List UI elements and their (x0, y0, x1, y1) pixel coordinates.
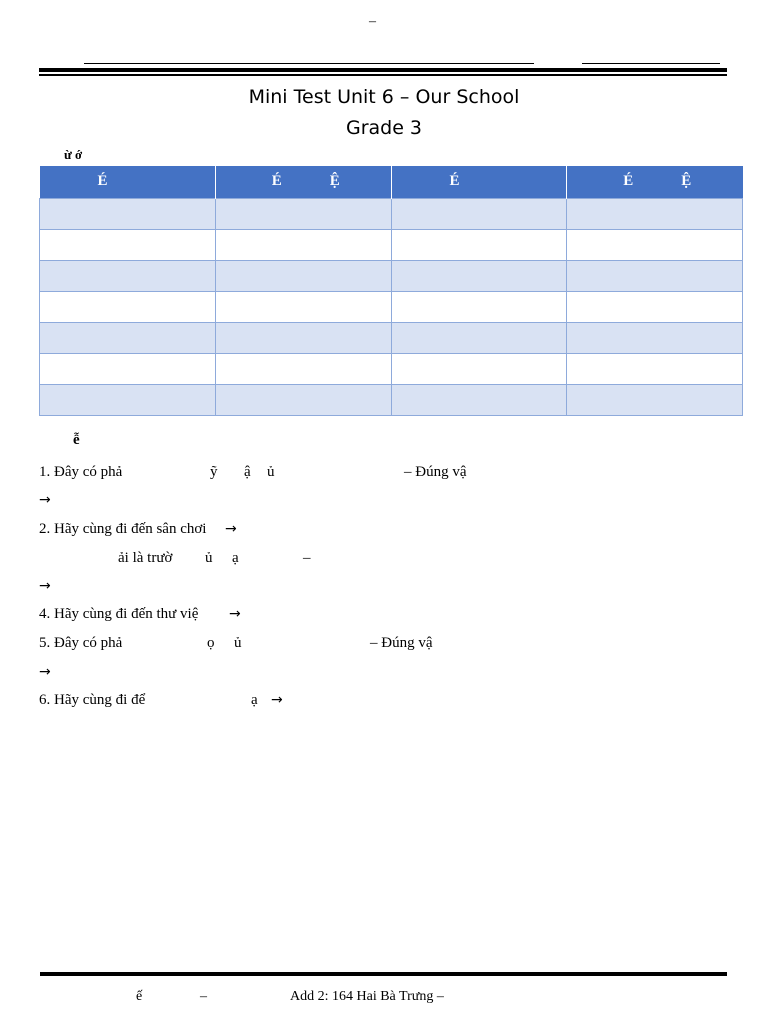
vocab-cell[interactable] (391, 229, 567, 260)
vocab-cell[interactable] (567, 353, 743, 384)
arrow-icon: → (229, 606, 241, 622)
item-text: ải là trườ (118, 550, 173, 566)
section-2-label: ễ (73, 432, 80, 448)
item-text: 4. Hãy cùng đi đến thư việ (39, 606, 199, 622)
page-title: Mini Test Unit 6 – Our School (248, 86, 520, 108)
vocab-cell[interactable] (215, 322, 391, 353)
vocab-row (40, 384, 743, 415)
vocab-cell[interactable] (40, 322, 216, 353)
item-text: – Đúng vậ (370, 635, 433, 651)
item-text: 5. Đây có phả (39, 635, 123, 651)
vocab-cell[interactable] (215, 291, 391, 322)
vocab-cell[interactable] (567, 260, 743, 291)
header-fragment: É (449, 173, 460, 190)
arrow-icon: → (225, 521, 237, 537)
item-text: 6. Hãy cùng đi để (39, 692, 146, 708)
grade-title: Grade 3 (345, 117, 423, 139)
vocab-cell[interactable] (40, 260, 216, 291)
vocab-cell[interactable] (391, 353, 567, 384)
vocab-cell[interactable] (40, 384, 216, 415)
footer-dash: – (200, 989, 207, 1004)
item-text: ủ (234, 635, 242, 651)
arrow-icon: → (39, 664, 51, 680)
header-fragment: É (623, 173, 634, 190)
vocab-cell[interactable] (567, 384, 743, 415)
header-fragment: Ệ (329, 173, 340, 190)
vocab-cell[interactable] (40, 291, 216, 322)
vocab-row (40, 229, 743, 260)
vocab-row (40, 322, 743, 353)
arrow-icon: → (39, 578, 51, 594)
item-text: – Đúng vậ (404, 464, 467, 480)
item-text: – (303, 550, 311, 566)
vocab-header-cell (567, 166, 743, 198)
footer-fragment: ế (136, 989, 143, 1004)
footer-address: Add 2: 164 Hai Bà Trưng – (290, 989, 444, 1004)
item-text: 1. Đây có phả (39, 464, 123, 480)
vocab-cell[interactable] (215, 229, 391, 260)
item-text: ậ (244, 464, 251, 480)
vocab-header-cell (391, 166, 567, 198)
vocab-cell[interactable] (567, 291, 743, 322)
vocab-row (40, 291, 743, 322)
header-fragment: É (97, 173, 108, 190)
vocab-row (40, 353, 743, 384)
section-1-label: ừ ớ (64, 147, 83, 162)
vocab-header-cell (215, 166, 391, 198)
vocab-cell[interactable] (391, 260, 567, 291)
vocab-cell[interactable] (215, 353, 391, 384)
header-rule-thin (39, 74, 727, 76)
top-dash: – (369, 14, 376, 29)
vocab-row (40, 260, 743, 291)
vocab-cell[interactable] (391, 291, 567, 322)
vocab-cell[interactable] (567, 229, 743, 260)
vocab-cell[interactable] (567, 322, 743, 353)
arrow-icon: → (39, 492, 51, 508)
vocab-header-cell (40, 166, 216, 198)
item-text: ạ (251, 692, 258, 708)
vocab-header-row (40, 166, 743, 198)
item-text: ủ (267, 464, 275, 480)
item-text: ọ (207, 635, 215, 651)
footer-rule (40, 972, 727, 976)
item-text: ủ (205, 550, 213, 566)
header-rule (39, 68, 727, 72)
vocab-cell[interactable] (391, 384, 567, 415)
student-name-line[interactable] (84, 46, 534, 64)
item-text: ạ (232, 550, 239, 566)
vocab-cell[interactable] (40, 229, 216, 260)
vocab-cell[interactable] (391, 198, 567, 229)
vocab-cell[interactable] (40, 198, 216, 229)
item-text: 2. Hãy cùng đi đến sân chơi (39, 521, 207, 537)
header-fragment: É (271, 173, 282, 190)
vocab-cell[interactable] (215, 198, 391, 229)
class-line[interactable] (582, 46, 720, 64)
vocab-row (40, 198, 743, 229)
arrow-icon: → (271, 692, 283, 708)
item-text: ỹ (210, 464, 218, 480)
header-fragment: Ệ (681, 173, 692, 190)
vocab-cell[interactable] (567, 198, 743, 229)
vocab-cell[interactable] (391, 322, 567, 353)
vocab-cell[interactable] (215, 260, 391, 291)
vocab-table (39, 166, 743, 416)
vocab-cell[interactable] (40, 353, 216, 384)
vocab-cell[interactable] (215, 384, 391, 415)
